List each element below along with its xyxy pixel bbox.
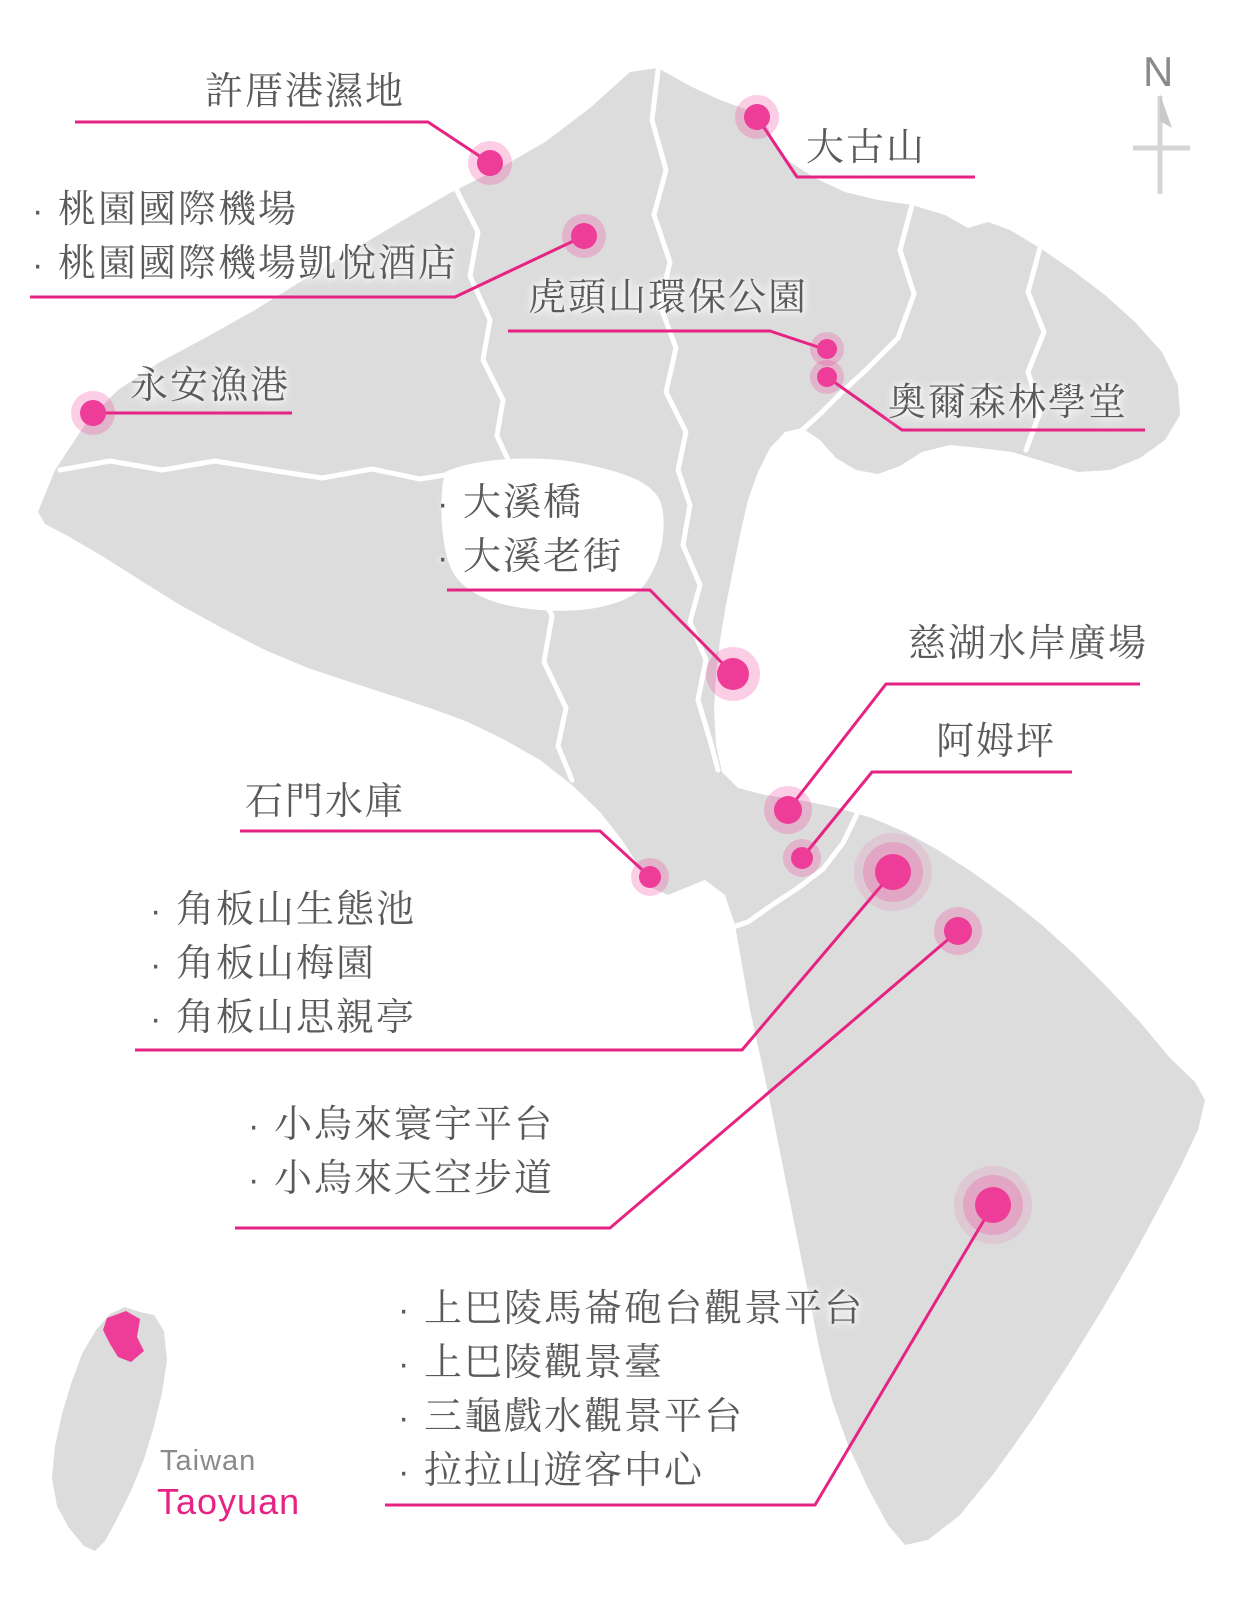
hutoushan-park-marker[interactable] xyxy=(817,339,837,359)
daxi-basin-pocket xyxy=(441,458,663,610)
poi-name: 桃園國際機場 xyxy=(58,189,299,231)
bullet-dot-icon: · xyxy=(398,1291,412,1329)
poi-name: 角板山生態池 xyxy=(176,889,417,931)
compass-n-label: N xyxy=(1143,48,1174,95)
poi-name: 虎頭山環保公園 xyxy=(528,277,809,319)
poi-name: 慈湖水岸廣場 xyxy=(908,623,1149,665)
inset-country-label: Taiwan xyxy=(160,1445,257,1477)
poi-name: 大古山 xyxy=(806,127,927,169)
bullet-dot-icon: · xyxy=(150,892,164,930)
bullet-dot-icon: · xyxy=(32,246,46,284)
inset-city-label: Taoyuan xyxy=(157,1481,301,1522)
poi-name: 小烏來寰宇平台 xyxy=(274,1104,555,1146)
poi-name: 大溪橋 xyxy=(463,482,584,524)
leader-line-cihu xyxy=(788,684,1140,810)
taoyuan-airport-marker[interactable] xyxy=(571,223,597,249)
yongan-harbor-marker[interactable] xyxy=(80,400,106,426)
poi-name: 小烏來天空步道 xyxy=(274,1158,555,1200)
bullet-dot-icon: · xyxy=(398,1453,412,1491)
shimen-reservoir-marker[interactable] xyxy=(639,866,661,888)
poi-name: 永安漁港 xyxy=(130,365,291,407)
poi-name: 上巴陵觀景臺 xyxy=(424,1342,665,1384)
bullet-dot-icon: · xyxy=(437,539,451,577)
poi-name: 阿姆坪 xyxy=(936,721,1057,763)
bullet-dot-icon: · xyxy=(398,1399,412,1437)
compass xyxy=(1133,48,1190,194)
poi-name: 桃園國際機場凱悅酒店 xyxy=(58,243,459,285)
bullet-dot-icon: · xyxy=(398,1345,412,1383)
poi-name: 拉拉山遊客中心 xyxy=(424,1450,705,1492)
poi-name: 奧爾森林學堂 xyxy=(888,382,1129,424)
owl-forest-school-marker[interactable] xyxy=(817,367,837,387)
xiaowulai-marker[interactable] xyxy=(944,917,972,945)
poi-name: 角板山思親亭 xyxy=(176,997,417,1039)
leader-line-shimen-reservoir xyxy=(240,831,650,877)
jiaobanshan-marker[interactable] xyxy=(875,854,911,890)
bullet-dot-icon: · xyxy=(32,192,46,230)
taiwan-inset xyxy=(52,1307,300,1551)
xucuogang-wetland-marker[interactable] xyxy=(477,150,503,176)
cihu-marker[interactable] xyxy=(774,796,802,824)
shangbaling-marker[interactable] xyxy=(975,1187,1011,1223)
poi-name: 大溪老街 xyxy=(463,536,624,578)
poi-name: 三龜戲水觀景平台 xyxy=(424,1396,745,1438)
leader-line-dagushan xyxy=(757,117,975,177)
poi-name: 角板山梅園 xyxy=(176,943,377,985)
amuping-marker[interactable] xyxy=(791,847,813,869)
leader-line-xucuogang-wetland xyxy=(75,122,490,163)
bullet-dot-icon: · xyxy=(248,1107,262,1145)
bullet-dot-icon: · xyxy=(150,1000,164,1038)
taiwan-island-shape xyxy=(52,1307,167,1551)
poi-name: 許厝港濕地 xyxy=(205,71,406,113)
poi-name: 石門水庫 xyxy=(245,781,406,823)
bullet-dot-icon: · xyxy=(437,485,451,523)
daxi-marker[interactable] xyxy=(717,658,749,690)
poi-name: 上巴陵馬崙砲台觀景平台 xyxy=(424,1288,865,1330)
dagushan-marker[interactable] xyxy=(744,104,770,130)
bullet-dot-icon: · xyxy=(248,1161,262,1199)
bullet-dot-icon: · xyxy=(150,946,164,984)
